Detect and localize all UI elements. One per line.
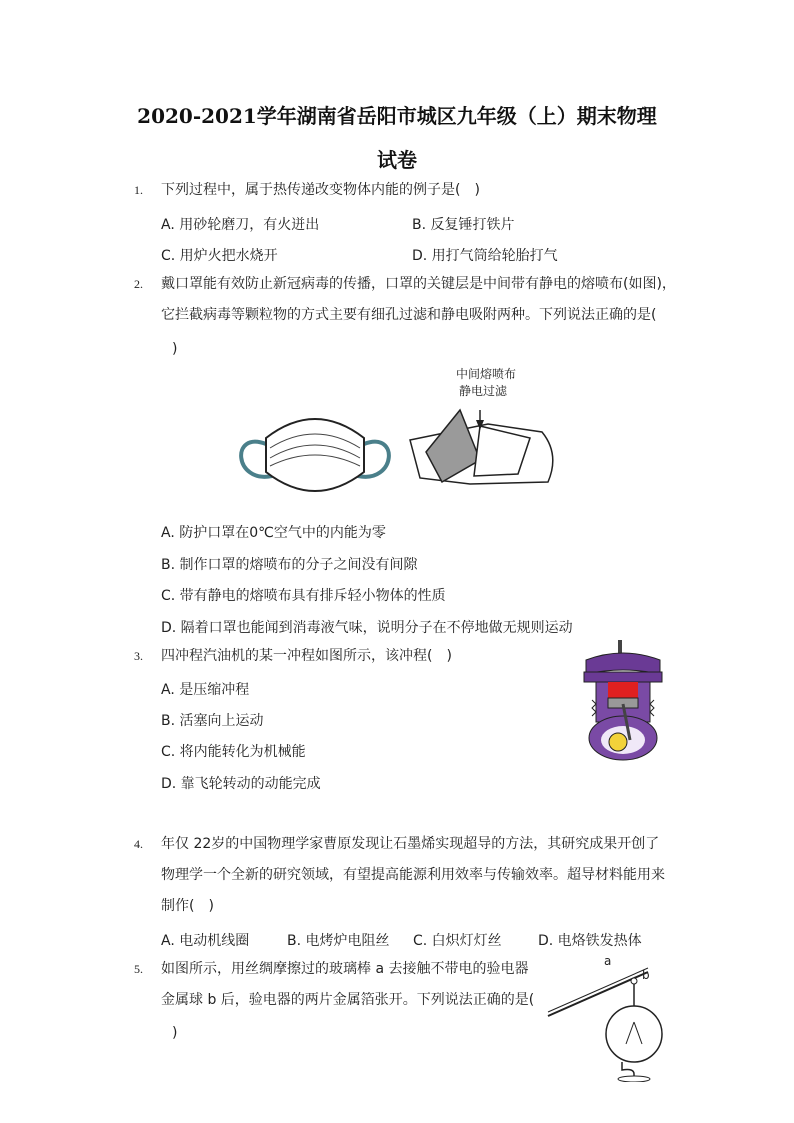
question-stem: 它拦截病毒等颗粒物的方式主要有细孔过滤和静电吸附两种。下列说法正确的是( (161, 307, 657, 323)
option-a: A. 是压缩冲程 (161, 682, 250, 698)
option-a: A. 电动机线圈 (161, 933, 250, 949)
question-stem: 金属球 b 后，验电器的两片金属箔张开。下列说法正确的是( (161, 992, 535, 1008)
electroscope-figure (538, 952, 668, 1082)
mask-figure (230, 360, 570, 510)
figure-label: 静电过滤 (459, 384, 508, 398)
figure-label-b: b (642, 968, 650, 982)
option-b: B. 活塞向上运动 (161, 713, 264, 729)
option-b: B. 反复锤打铁片 (412, 217, 515, 233)
figure-label-a: a (604, 954, 612, 968)
page-title-line2: 试卷 (377, 148, 417, 172)
figure-label: 中间熔喷布 (456, 367, 517, 381)
question-stem: ) (172, 341, 178, 357)
question-number: 1. (134, 183, 143, 197)
question-stem: 物理学一个全新的研究领域，有望提高能源利用效率与传输效率。超导材料能用来 (161, 867, 665, 883)
option-b: B. 电烤炉电阻丝 (287, 933, 390, 949)
option-d: D. 电烙铁发热体 (538, 933, 642, 949)
question-number: 2. (134, 277, 143, 291)
option-d: D. 靠飞轮转动的动能完成 (161, 776, 321, 792)
option-a: A. 防护口罩在0℃空气中的内能为零 (161, 525, 386, 541)
question-stem: 年仅 22岁的中国物理学家曹原发现让石墨烯实现超导的方法，其研究成果开创了 (161, 836, 660, 852)
option-d: D. 用打气筒给轮胎打气 (412, 248, 558, 264)
page-title: 2020-2021学年湖南省岳阳市城区九年级（上）期末物理 (137, 104, 657, 128)
question-stem: 戴口罩能有效防止新冠病毒的传播，口罩的关键层是中间带有静电的熔喷布(如图)， (161, 276, 676, 292)
option-a: A. 用砂轮磨刀，有火迸出 (161, 217, 320, 233)
option-c: C. 带有静电的熔喷布具有排斥轻小物体的性质 (161, 588, 446, 604)
question-stem: 下列过程中，属于热传递改变物体内能的例子是( ) (161, 182, 480, 198)
option-b: B. 制作口罩的熔喷布的分子之间没有间隙 (161, 557, 418, 573)
option-c: C. 将内能转化为机械能 (161, 744, 306, 760)
option-d: D. 隔着口罩也能闻到消毒液气味，说明分子在不停地做无规则运动 (161, 620, 573, 636)
question-number: 4. (134, 837, 143, 851)
question-stem: 制作( ) (161, 898, 214, 914)
question-stem: 如图所示，用丝绸摩擦过的玻璃棒 a 去接触不带电的验电器 (161, 961, 529, 977)
question-number: 5. (134, 962, 143, 976)
question-stem: 四冲程汽油机的某一冲程如图所示，该冲程( ) (161, 648, 452, 664)
question-stem: ) (172, 1025, 178, 1041)
option-c: C. 白炽灯灯丝 (413, 933, 502, 949)
engine-figure (578, 638, 668, 763)
question-number: 3. (134, 649, 143, 663)
option-c: C. 用炉火把水烧开 (161, 248, 278, 264)
